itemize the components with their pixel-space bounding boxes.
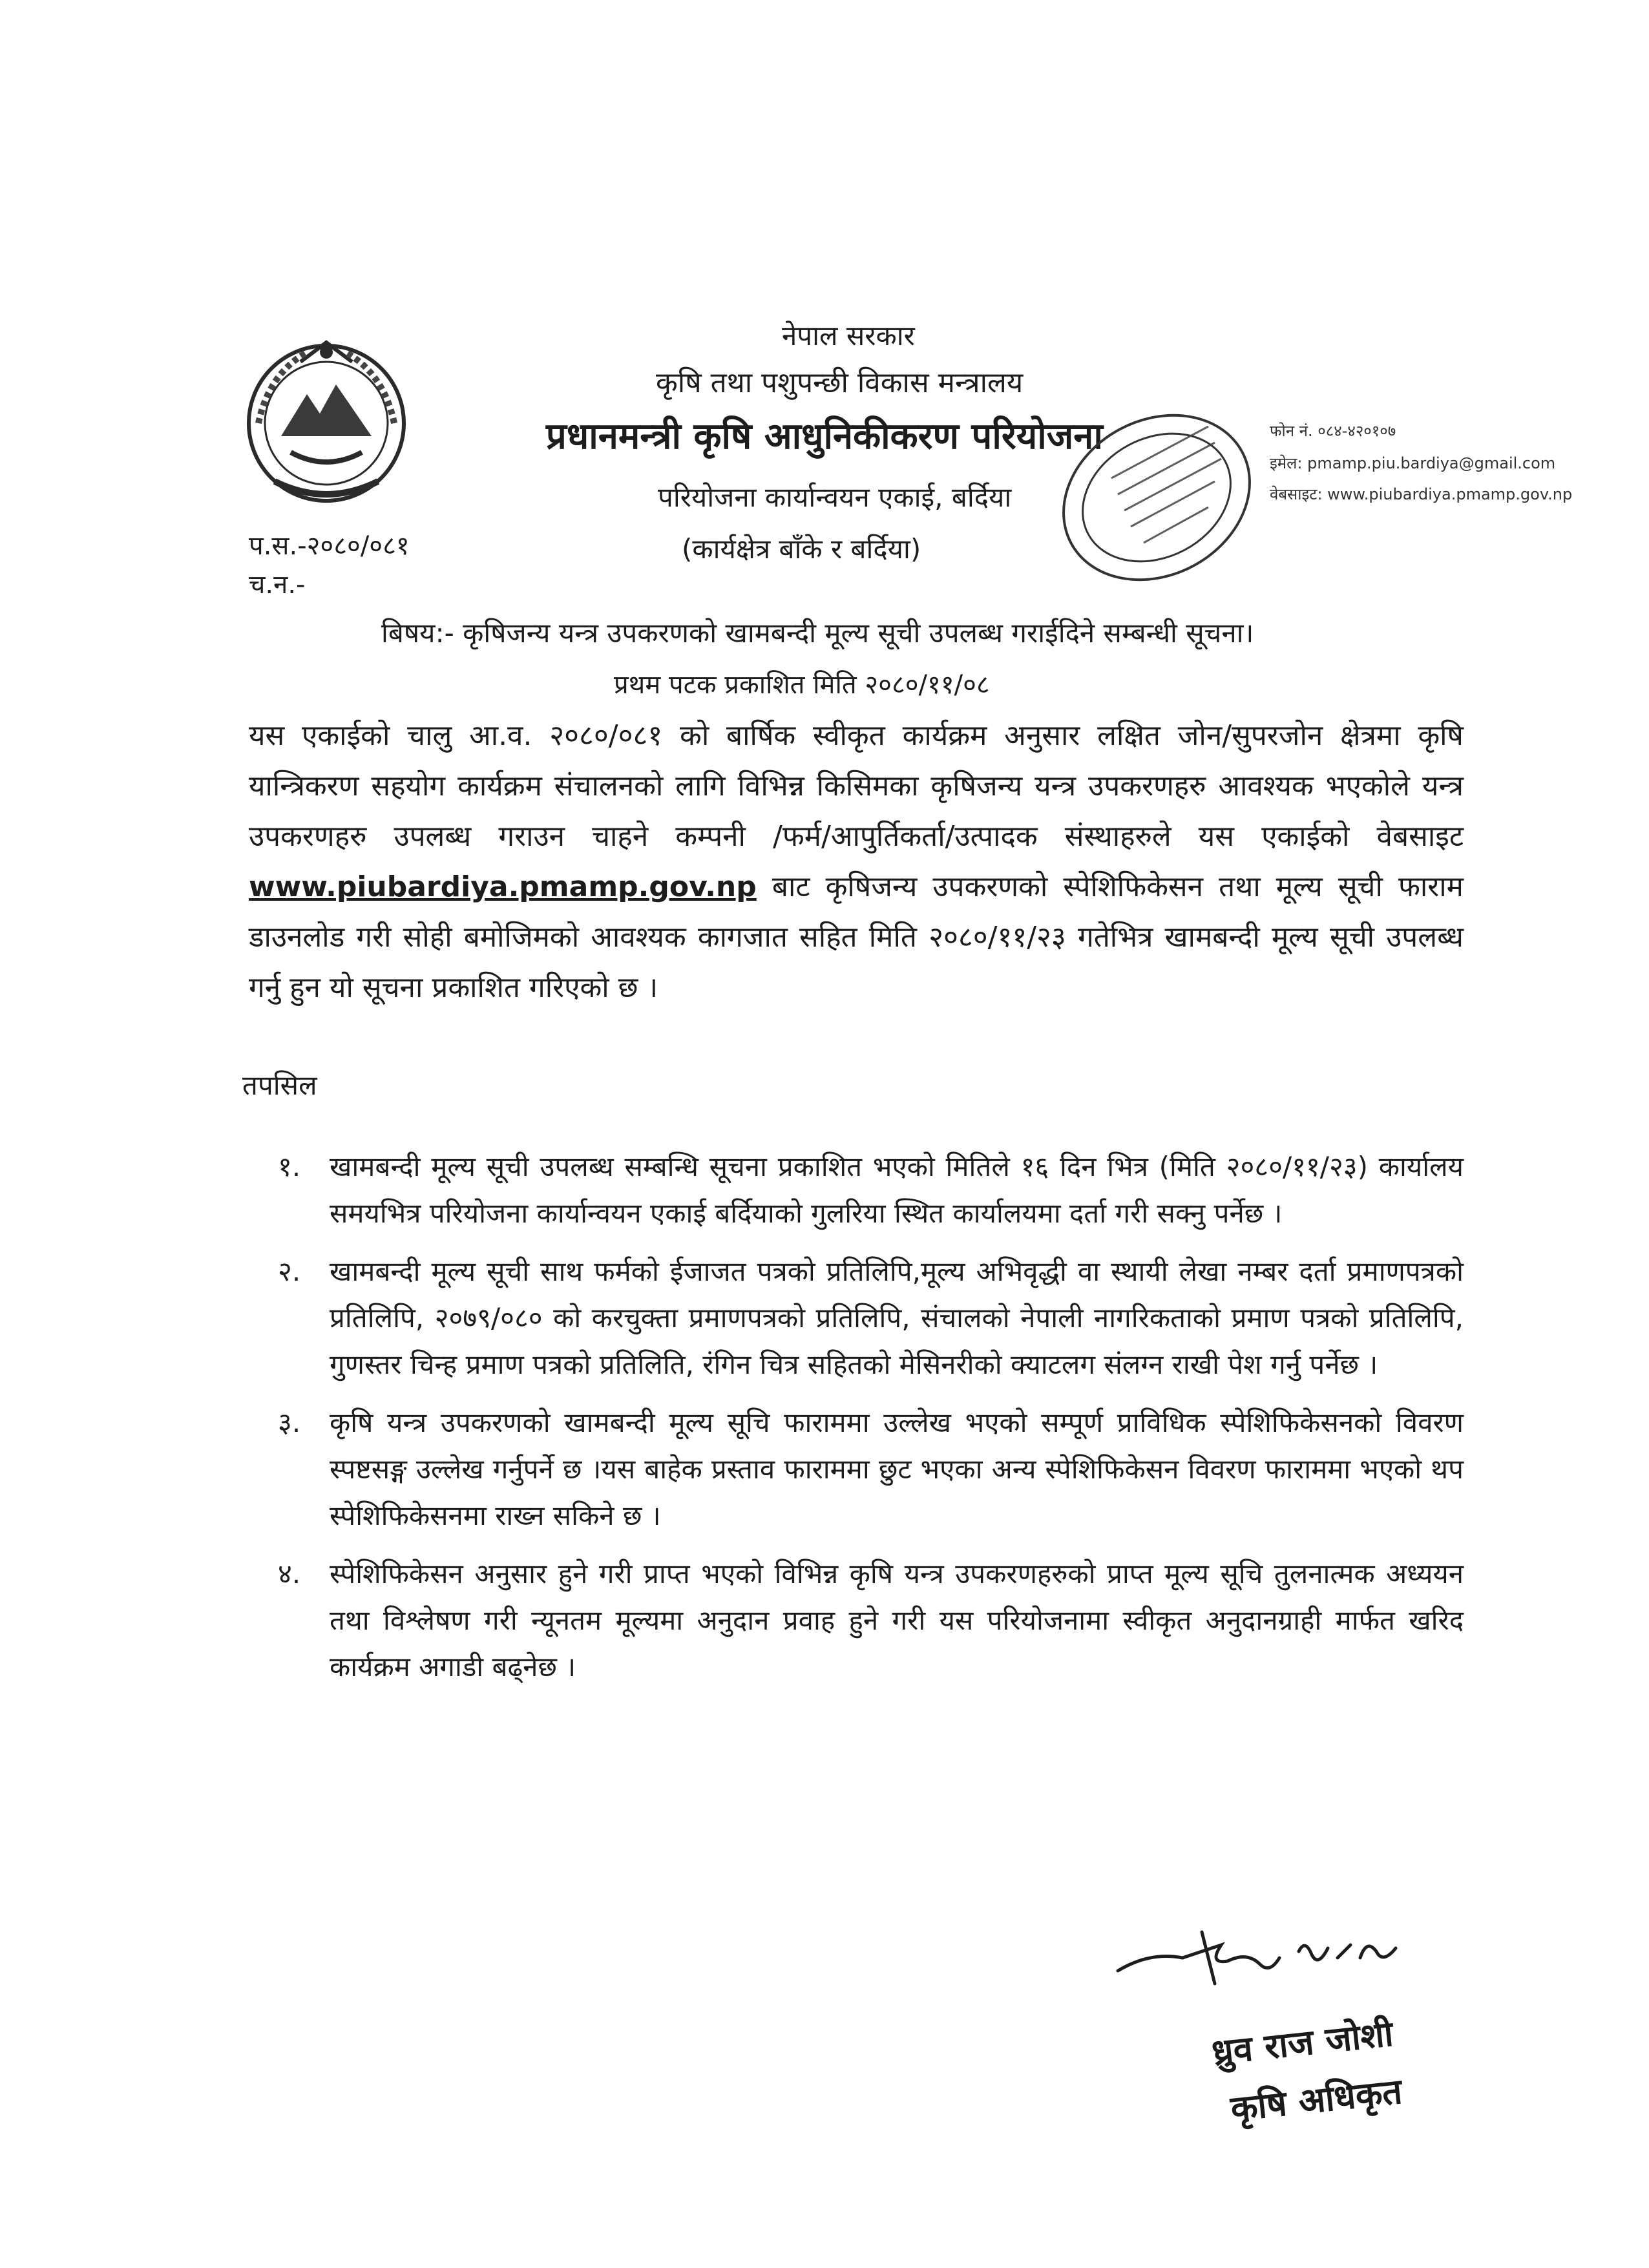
details-heading: तपसिल	[242, 1069, 317, 1101]
name-stamp	[1196, 1998, 1441, 2151]
ministry-name: कृषि तथा पशुपन्छी विकास मन्त्रालय	[656, 366, 1024, 399]
nepal-emblem-icon	[229, 323, 423, 517]
government-name: नेपाल सरकार	[782, 320, 915, 352]
work-area: (कार्यक्षेत्र बाँके र बर्दिया)	[682, 533, 921, 565]
officer-designation: कृषि अधिकृत	[1228, 2070, 1404, 2130]
publication-date: प्रथम पटक प्रकाशित मिति २०८०/११/०८	[614, 670, 990, 700]
signature-icon	[1111, 1913, 1422, 2003]
item-number: ४.	[278, 1558, 301, 1590]
list-item	[278, 1551, 1464, 1690]
item-number: १.	[278, 1151, 301, 1182]
item-text: स्पेशिफिकेसन अनुसार हुने गरी प्राप्त भएको विभिन्न कृषि यन्त्र उपकरणहरुको प्राप्त मूल्य सूचि तुलनात्मक अध्ययन तथा विश्लेषण गरी न्यूनतम मूल्यमा अनुदान प्रवाह हुने गरी यस परियोजनामा स्वीकृत अनुदानग्राही मार्फत खरिद कार्यक्रम अगाडी बढ्नेछ ।	[330, 1558, 1464, 1683]
item-number: २.	[278, 1255, 301, 1287]
details-list	[278, 1144, 1464, 1702]
website-link[interactable]: www.piubardiya.pmamp.gov.np	[249, 870, 757, 903]
body-text-part2: बाट कृषिजन्य उपकरणको स्पेशिफिकेसन तथा मूल्य सूची फाराम डाउनलोड गरी सोही बमोजिमको आवश्यक कागजात सहित मिति २०८०/११/२३ गतेभित्र खामबन्दी मूल्य सूची उपलब्ध गर्नु हुन यो सूचना प्रकाशित गरिएको छ ।	[249, 870, 1464, 1004]
notice-subject: बिषय:- कृषिजन्य यन्त्र उपकरणको खामबन्दी मूल्य सूची उपलब्ध गराईदिने सम्बन्धी सूचना।	[381, 617, 1254, 649]
office-seal-icon	[1021, 401, 1279, 601]
dispatch-number: च.न.-	[249, 570, 306, 600]
item-text: खामबन्दी मूल्य सूची साथ फर्मको ईजाजत पत्रको प्रतिलिपि,मूल्य अभिवृद्धी वा स्थायी लेखा नम्बर दर्ता प्रमाणपत्रको प्रतिलिपि, २०७९/०८० को करचुक्ता प्रमाणपत्रको प्रतिलिपि, संचालको नेपाली नागरिकताको प्रमाण पत्रको प्रतिलिपि, गुणस्तर चिन्ह प्रमाण पत्रको प्रतिलिति, रंगिन चित्र सहितको मेसिनरीको क्याटलग संलग्न राखी पेश गर्नु पर्नेछ ।	[330, 1255, 1464, 1380]
body-text-part1: यस एकाईको चालु आ.व. २०८०/०८१ को बार्षिक स्वीकृत कार्यक्रम अनुसार लक्षित जोन/सुपरजोन क्षेत्रमा कृषि यान्त्रिकरण सहयोग कार्यक्रम संचालनको लागि विभिन्न किसिमका कृषिजन्य यन्त्र उपकरणहरु आवश्यक भएकोले यन्त्र उपकरणहरु उपलब्ध गराउन चाहने कम्पनी /फर्म/आपुर्तिकर्ता/उत्पादक संस्थाहरुले यस एकाईको वेबसाइट	[249, 719, 1464, 853]
item-text: कृषि यन्त्र उपकरणको खामबन्दी मूल्य सूचि फाराममा उल्लेख भएको सम्पूर्ण प्राविधिक स्पेशिफिकेसनको विवरण स्पष्टसङ्ग उल्लेख गर्नुपर्ने छ ।यस बाहेक प्रस्ताव फाराममा छुट भएका अन्य स्पेशिफिकेसन विवरण फाराममा भएको थप स्पेशिफिकेसनमा राख्न सकिने छ ।	[330, 1407, 1464, 1531]
contact-email: इमेल: pmamp.piu.bardiya@gmail.com	[1270, 454, 1556, 472]
notice-body	[249, 711, 1464, 1013]
item-number: ३.	[278, 1407, 301, 1438]
item-text: खामबन्दी मूल्य सूची उपलब्ध सम्बन्धि सूचना प्रकाशित भएको मितिले १६ दिन भित्र (मिति २०८०/११/२३) कार्यालय समयभित्र परियोजना कार्यान्वयन एकाई बर्दियाको गुलरिया स्थित कार्यालयमा दर्ता गरी सक्नु पर्नेछ ।	[330, 1151, 1464, 1229]
unit-name: परियोजना कार्यान्वयन एकाई, बर्दिया	[658, 481, 1012, 513]
project-name: प्रधानमन्त्री कृषि आधुनिकीकरण परियोजना	[546, 415, 1103, 457]
list-item	[278, 1248, 1464, 1388]
letter-number: प.स.-२०८०/०८१	[249, 531, 410, 561]
contact-phone: फोन नं. ०८४-४२०१०७	[1270, 422, 1396, 440]
list-item	[278, 1144, 1464, 1237]
officer-name: ध्रुव राज जोशी	[1210, 2013, 1396, 2073]
list-item	[278, 1400, 1464, 1539]
contact-website: वेबसाइट: www.piubardiya.pmamp.gov.np	[1270, 485, 1573, 503]
